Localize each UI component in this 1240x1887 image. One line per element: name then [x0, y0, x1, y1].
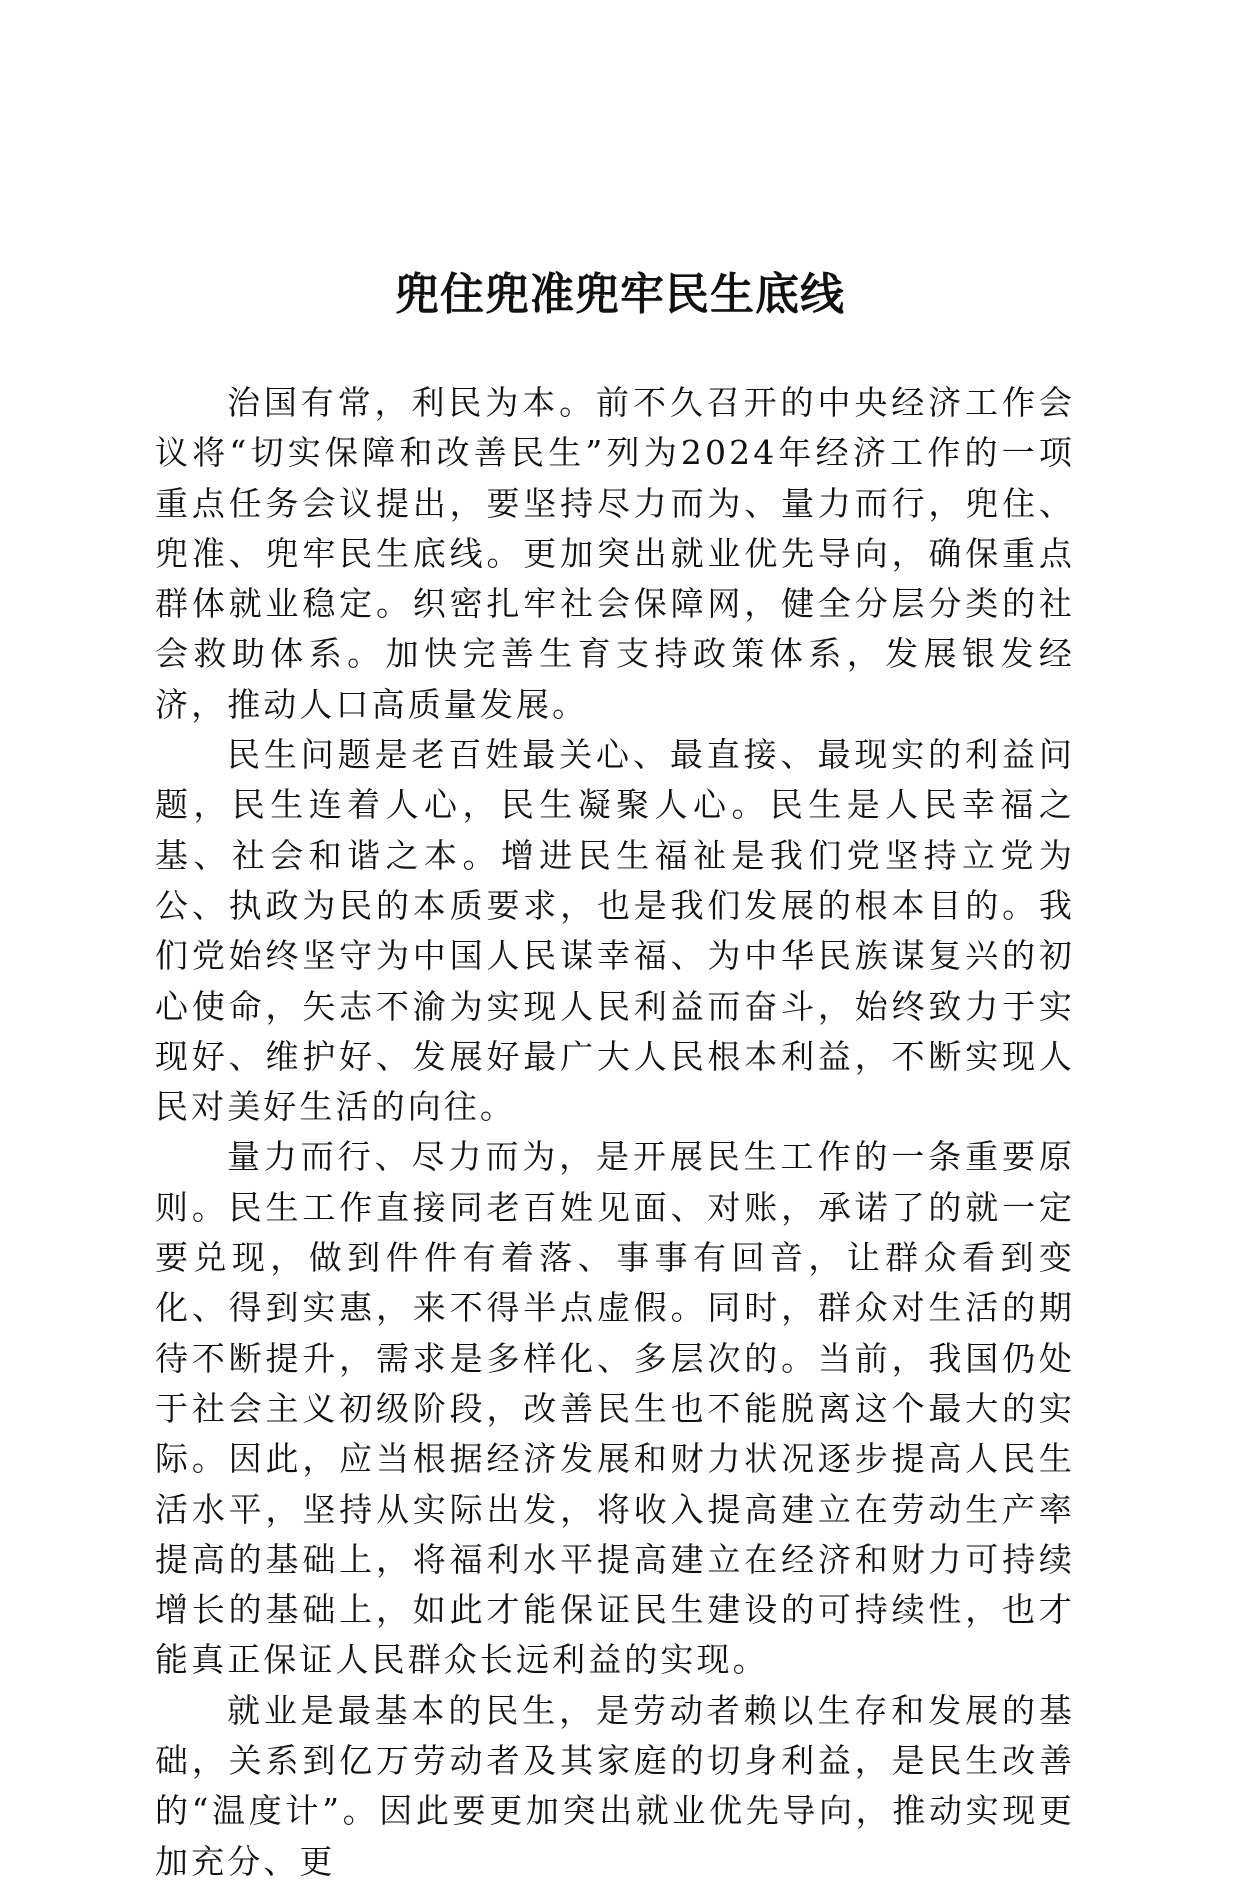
paragraph-3: 量力而行、尽力而为，是开展民生工作的一条重要原则。民生工作直接同老百姓见面、对账，承诺了的就一定要兑现，做到件件有着落、事事有回音，让群众看到变化、得到实惠，来不得半点虚假。同时，群众对生活的期待不断提升，需求是多样化、多层次的。当前，我国仍处于社会主义初级阶段，改善民生也不能脱离这个最大的实际。因此，应当根据经济发展和财力状况逐步提高人民生活水平，坚持从实际出发，将收入提高建立在劳动生产率提高的基础上，将福利水平提高建立在经济和财力可持续增长的基础上，如此才能保证民生建设的可持续性，也才能真正保证人民群众长远利益的实现。 [155, 1137, 1075, 1680]
paragraph-2: 民生问题是老百姓最关心、最直接、最现实的利益问题，民生连着人心，民生凝聚人心。民生是人民幸福之基、社会和谐之本。增进民生福祉是我们党坚持立党为公、执政为民的本质要求，也是我们发展的根本目的。我们党始终坚守为中国人民谋幸福、为中华民族谋复兴的初心使命，矢志不渝为实现人民利益而奋斗，始终致力于实现好、维护好、发展好最广大人民根本利益，不断实现人民对美好生活的向往。 [155, 735, 1075, 1127]
document-title: 兜住兜准兜牢民生底线 [395, 269, 845, 320]
document-body [155, 378, 1075, 1887]
paragraph-4: 就业是最基本的民生，是劳动者赖以生存和发展的基础，关系到亿万劳动者及其家庭的切身利益，是民生改善的“温度计”。因此要更加突出就业优先导向，推动实现更加充分、更 [155, 1690, 1075, 1881]
paragraph-1: 治国有常，利民为本。前不久召开的中央经济工作会议将“切实保障和改善民生”列为2024年经济工作的一项重点任务会议提出，要坚持尽力而为、量力而行，兜住、兜准、兜牢民生底线。更加突出就业优先导向，确保重点群体就业稳定。织密扎牢社会保障网，健全分层分类的社会救助体系。加快完善生育支持政策体系，发展银发经济，推动人口高质量发展。 [155, 383, 1075, 724]
